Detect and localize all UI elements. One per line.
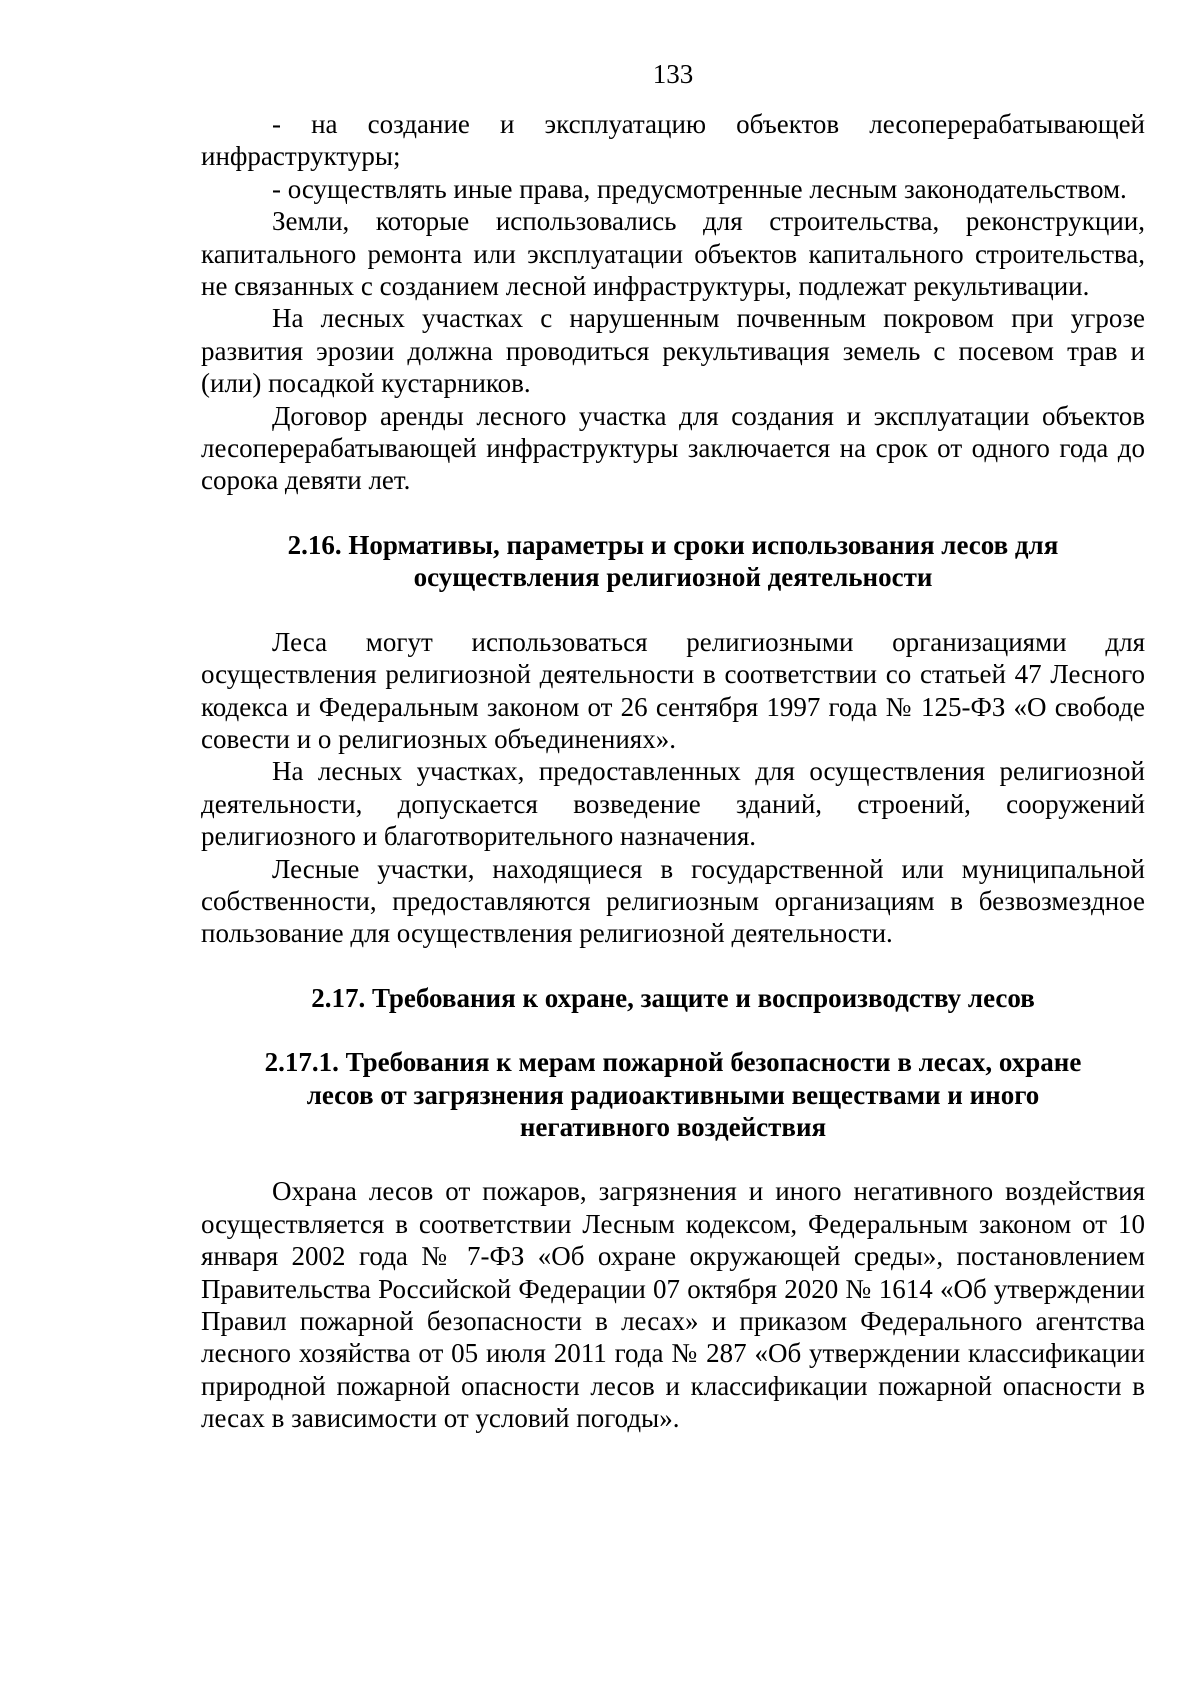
spacer: [201, 1143, 1145, 1175]
paragraph-religious-use: Леса могут использоваться религиозными организациями для осуществления религиозной деятельности в соответствии со статьей 47 Лесного кодекса и Федеральным законом от 26 сентября 1997 года № 125-ФЗ «О свободе совести и о религиозных объединениях».: [201, 626, 1145, 754]
paragraph-fire-protection: Охрана лесов от пожаров, загрязнения и иного негативного воздействия осуществляется в соответствии Лесным кодексом, Федеральным законом от 10 января 2002 года № 7-ФЗ «Об охране окружающей среды», постановлением Правительства Российской Федерации 07 октября 2020 № 1614 «Об утверждении Правил пожарной безопасности в лесах» и приказом Федерального агентства лесного хозяйства от 05 июля 2011 года № 287 «Об утверждении классификации природной пожарной опасности лесов и классификации пожарной опасности в лесах в зависимости от условий погоды».: [201, 1176, 1145, 1434]
page-number: 133: [652, 59, 694, 89]
spacer: [201, 594, 1145, 626]
spacer: [201, 950, 1145, 982]
section-heading-2-17: 2.17. Требования к охране, защите и воспроизводству лесов: [311, 982, 1035, 1013]
page-body: [201, 108, 1145, 1435]
paragraph-soil-erosion: На лесных участках с нарушенным почвенным покровом при угрозе развития эрозии должна проводиться рекультивация земель с посевом трав и (или) посадкой кустарников.: [201, 303, 1145, 399]
list-item-bullet-1: - на создание и эксплуатацию объектов лесоперерабатывающей инфраструктуры;: [201, 109, 1145, 172]
spacer: [201, 497, 1145, 529]
section-heading-2-16: 2.16. Нормативы, параметры и сроки использования лесов для осуществления религиозной деятельности: [287, 529, 1059, 593]
section-heading-2-17-1: 2.17.1. Требования к мерам пожарной безопасности в лесах, охране лесов от загрязнения радиоактивными веществами и иного негативного воздействия: [264, 1047, 1082, 1142]
paragraph-religious-buildings: На лесных участках, предоставленных для осуществления религиозной деятельности, допускается возведение зданий, строений, сооружений религиозного и благотворительного назначения.: [201, 756, 1145, 852]
paragraph-recultivation-lands: Земли, которые использовались для строительства, реконструкции, капитального ремонта или эксплуатации объектов капитального строительства, не связанных с созданием лесной инфраструктуры, подлежат рекультивации.: [201, 206, 1145, 302]
list-item-bullet-2: - осуществлять иные права, предусмотренные лесным законодательством.: [272, 173, 1127, 204]
paragraph-free-use: Лесные участки, находящиеся в государственной или муниципальной собственности, предоставляются религиозным организациям в безвозмездное пользование для осуществления религиозной деятельности.: [201, 853, 1145, 949]
paragraph-lease-term: Договор аренды лесного участка для создания и эксплуатации объектов лесоперерабатывающей инфраструктуры заключается на срок от одного года до сорока девяти лет.: [201, 400, 1145, 496]
spacer: [201, 1014, 1145, 1046]
